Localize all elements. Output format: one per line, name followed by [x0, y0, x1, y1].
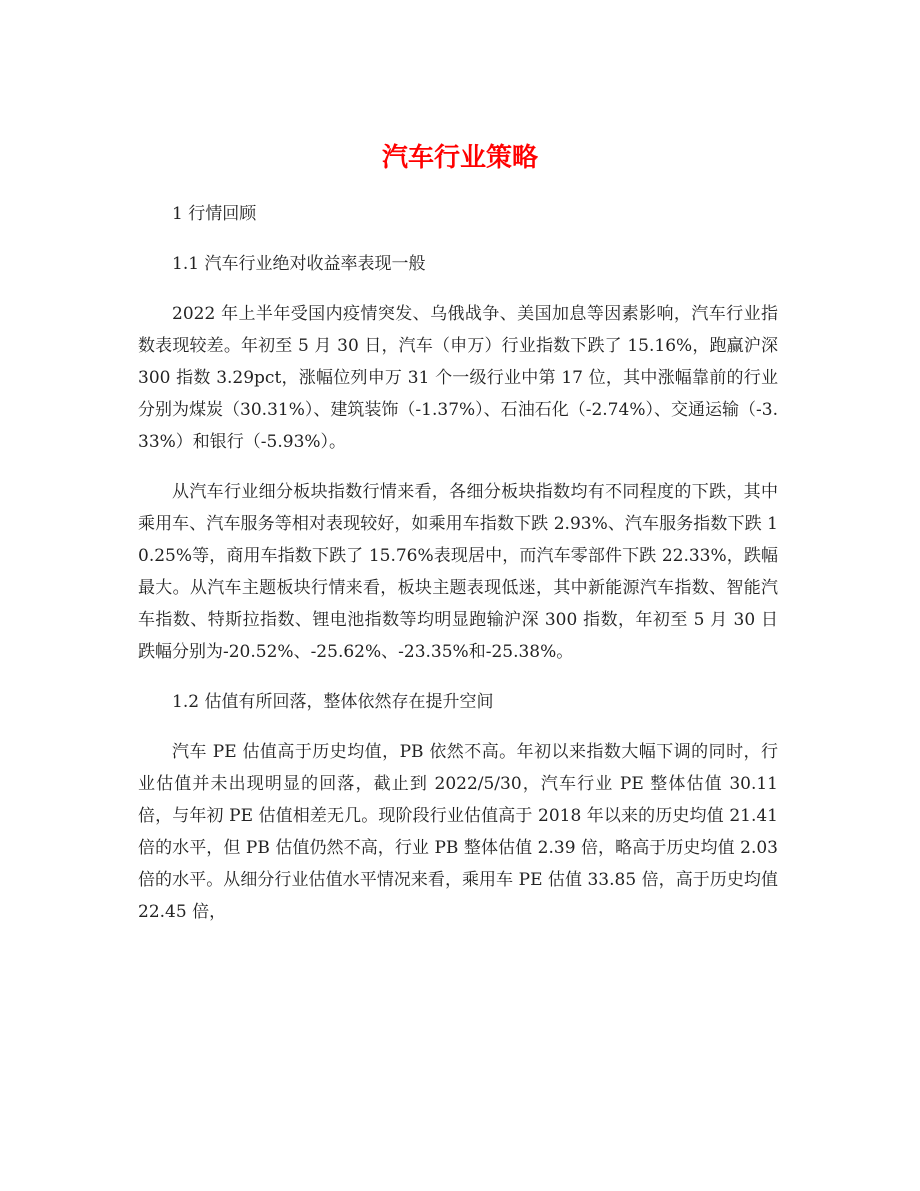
document-body	[138, 198, 778, 946]
paragraph-market-review: 2022 年上半年受国内疫情突发、乌俄战争、美国加息等因素影响，汽车行业指数表现较差。年初至 5 月 30 日，汽车（申万）行业指数下跌了 15.16%，跑赢沪深 300 指数 3.29pct，涨幅位列申万 31 个一级行业中第 17 位，其中涨幅靠前的行业分别为煤炭（30.31%）、建筑装饰（-1.37%）、石油石化（-2.74%）、交通运输（-3.33%）和银行（-5.93%）。	[138, 304, 778, 452]
section-heading-1: 1 行情回顾	[172, 204, 257, 224]
paragraph-valuation: 汽车 PE 估值高于历史均值，PB 依然不高。年初以来指数大幅下调的同时，行业估值并未出现明显的回落，截止到 2022/5/30，汽车行业 PE 整体估值 30.11 倍，与年初 PE 估值相差无几。现阶段行业估值高于 2018 年以来的历史均值 21.41 倍的水平，但 PB 估值仍然不高，行业 PB 整体估值 2.39 倍，略高于历史均值 2.03 倍的水平。从细分行业估值水平情况来看，乘用车 PE 估值 33.85 倍，高于历史均值 22.45 倍，	[138, 742, 778, 922]
document-title: 汽车行业策略	[381, 143, 538, 173]
section-heading-1-1: 1.1 汽车行业绝对收益率表现一般	[172, 254, 426, 274]
section-heading-1-2: 1.2 估值有所回落，整体依然存在提升空间	[172, 692, 494, 712]
paragraph-sub-sector: 从汽车行业细分板块指数行情来看，各细分板块指数均有不同程度的下跌，其中乘用车、汽车服务等相对表现较好，如乘用车指数下跌 2.93%、汽车服务指数下跌 10.25%等，商用车指数下跌了 15.76%表现居中，而汽车零部件下跌 22.33%，跌幅最大。从汽车主题板块行情来看，板块主题表现低迷，其中新能源汽车指数、智能汽车指数、特斯拉指数、锂电池指数等均明显跑输沪深 300 指数，年初至 5 月 30 日跌幅分别为-20.52%、-25.62%、-23.35%和-25.38%。	[138, 482, 778, 662]
